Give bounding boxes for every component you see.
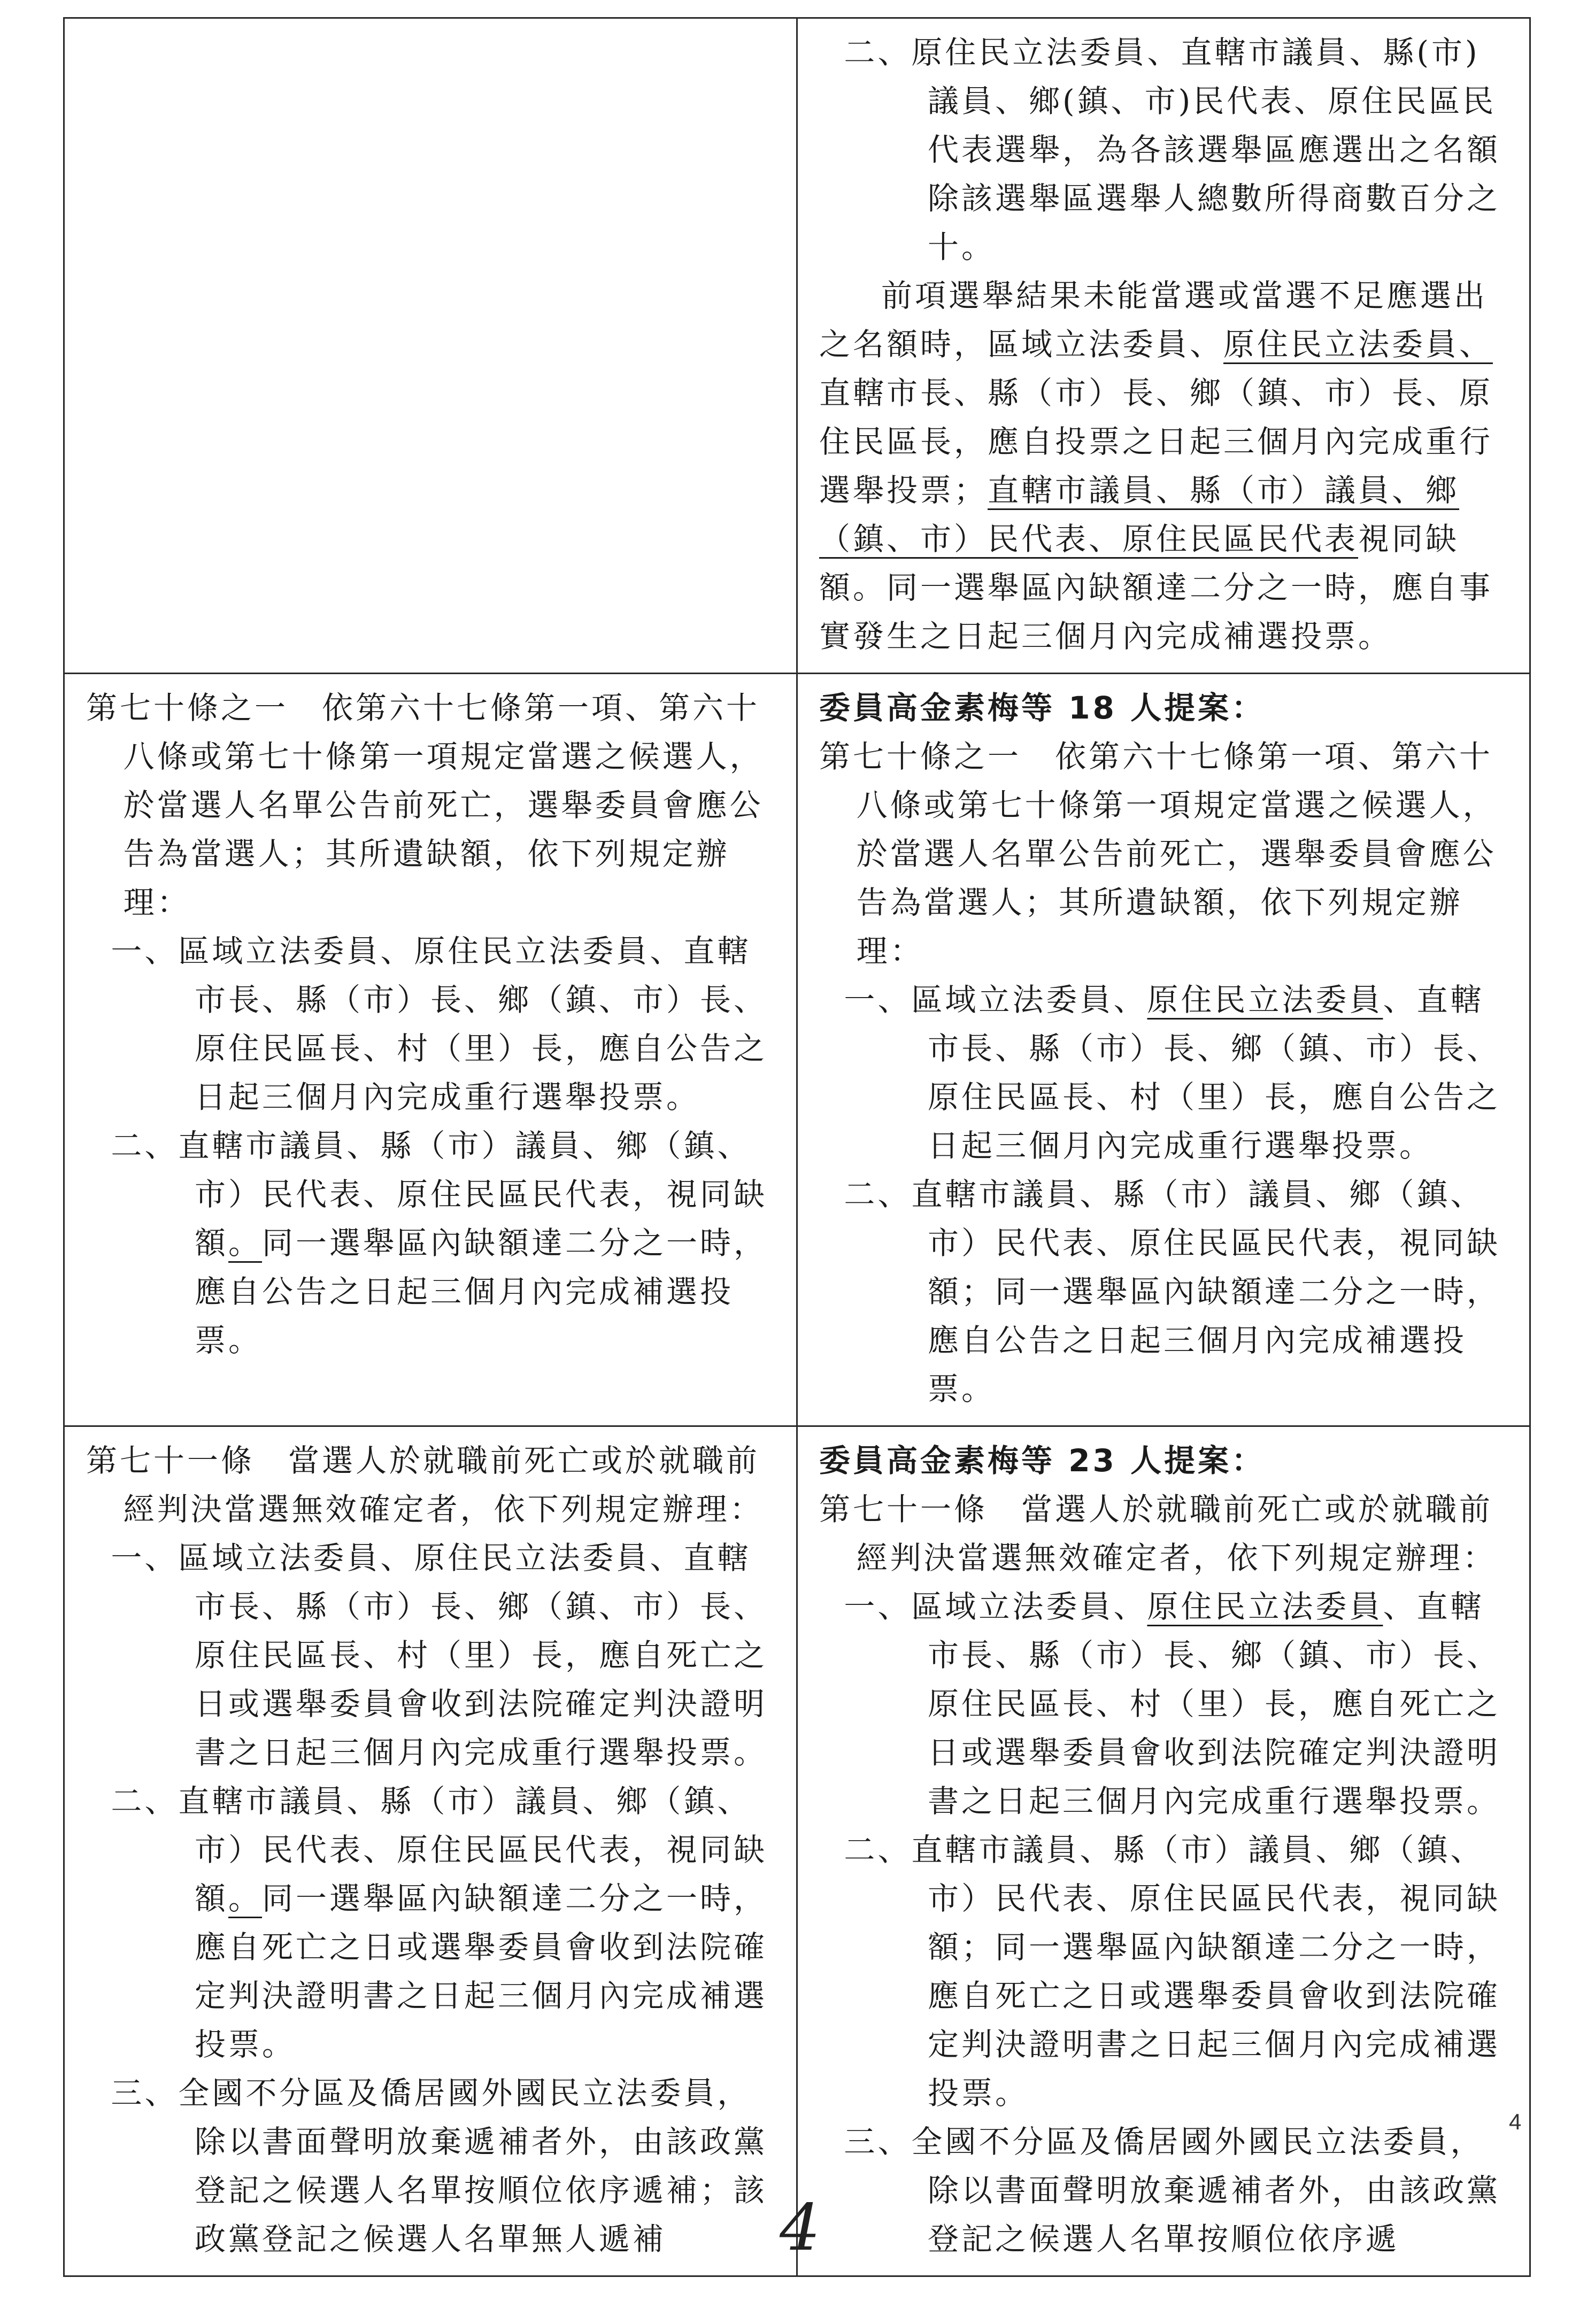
amended-text: 原住民立法委員、 bbox=[1223, 326, 1493, 362]
clause-item-3: 三、全國不分區及僑居國外國民立法委員，除以書面聲明放棄遞補者外，由該政黨登記之候選人名單按順位依序遞補；該政黨登記之候選人名單無人遞補 bbox=[111, 2075, 768, 2257]
clause-item-2: 二、直轄市議員、縣（市）議員、鄉（鎮、市）民代表、原住民區民代表，視同缺額。同一選舉區內缺額達二分之一時，應自死亡之日或選舉委員會收到法院確定判決證明書之日起三個月內完成補選投票。 bbox=[111, 1783, 768, 2063]
clause-item-1: 一、區域立法委員、原住民立法委員、直轄市長、縣（市）長、鄉（鎮、市）長、原住民區長、村（里）長，應自死亡之日或選舉委員會收到法院確定判決證明書之日起三個月內完成重行選舉投票。 bbox=[844, 1588, 1501, 1819]
current-text-cell bbox=[64, 18, 797, 674]
page-number: 4 bbox=[1509, 2109, 1522, 2134]
clause-item-1: 一、區域立法委員、原住民立法委員、直轄市長、縣（市）長、鄉（鎮、市）長、原住民區長、村（里）長，應自公告之日起三個月內完成重行選舉投票。 bbox=[111, 933, 768, 1115]
proposal-heading: 委員高金素梅等 18 人提案： bbox=[819, 690, 1266, 726]
amended-text: 原住民立法委員 bbox=[1147, 982, 1383, 1018]
clause-item-3: 三、全國不分區及僑居國外國民立法委員，除以書面聲明放棄遞補者外，由該政黨登記之候選人名單按順位依序遞 bbox=[844, 2124, 1501, 2257]
article-text: 第七十一條 當選人於就職前死亡或於就職前經判決當選無效確定者，依下列規定辦理： bbox=[86, 1442, 764, 1527]
proposal-heading: 委員高金素梅等 23 人提案： bbox=[819, 1442, 1266, 1479]
paragraph-text: 前項選舉結果未能當選或當選不足應選出之名額時，區域立法委員、原住民立法委員、直轄市長、縣（市）長、鄉（鎮、市）長、原住民區長，應自投票之日起三個月內完成重行選舉投票；直轄市議員、縣（市）議員、鄉（鎮、市）民代表、原住民區民代表視同缺額。同一選舉區內缺額達二分之一時，應自事實發生之日起三個月內完成補選投票。 bbox=[819, 277, 1493, 654]
table-row bbox=[64, 1426, 1530, 2276]
table-row bbox=[64, 18, 1530, 674]
article-text: 第七十一條 當選人於就職前死亡或於就職前經判決當選無效確定者，依下列規定辦理： bbox=[819, 1491, 1497, 1576]
clause-item-2: 二、直轄市議員、縣（市）議員、鄉（鎮、市）民代表、原住民區民代表，視同缺額；同一選舉區內缺額達二分之一時，應自公告之日起三個月內完成補選投票。 bbox=[844, 1176, 1501, 1407]
comparison-table bbox=[63, 17, 1531, 2277]
clause-item-1: 一、區域立法委員、原住民立法委員、直轄市長、縣（市）長、鄉（鎮、市）長、原住民區長、村（里）長，應自公告之日起三個月內完成重行選舉投票。 bbox=[844, 982, 1501, 1164]
amended-text: 原住民立法委員 bbox=[1147, 1588, 1383, 1625]
article-text: 第七十條之一 依第六十七條第一項、第六十八條或第七十條第一項規定當選之候選人，於當選人名單公告前死亡，選舉委員會應公告為當選人；其所遺缺額，依下列規定辦理： bbox=[86, 690, 764, 921]
current-text-cell bbox=[64, 1426, 797, 2276]
proposed-text-cell bbox=[797, 18, 1530, 674]
table-row bbox=[64, 674, 1530, 1426]
current-text-cell bbox=[64, 674, 797, 1426]
amended-text: 直轄市議員、縣（市）議員、鄉（鎮、市）民代表、原住民區民代表 bbox=[819, 472, 1460, 557]
proposed-text-cell bbox=[797, 674, 1530, 1426]
clause-item-2: 二、直轄市議員、縣（市）議員、鄉（鎮、市）民代表、原住民區民代表，視同缺額。同一選舉區內缺額達二分之一時，應自公告之日起三個月內完成補選投票。 bbox=[111, 1128, 768, 1358]
clause-item-1: 一、區域立法委員、原住民立法委員、直轄市長、縣（市）長、鄉（鎮、市）長、原住民區長、村（里）長，應自死亡之日或選舉委員會收到法院確定判決證明書之日起三個月內完成重行選舉投票。 bbox=[111, 1540, 768, 1771]
clause-item-2: 二、直轄市議員、縣（市）議員、鄉（鎮、市）民代表、原住民區民代表，視同缺額；同一選舉區內缺額達二分之一時，應自死亡之日或選舉委員會收到法院確定判決證明書之日起三個月內完成補選投票。 bbox=[844, 1832, 1501, 2111]
handwritten-page-number: 4 bbox=[780, 2191, 821, 2265]
proposed-text-cell bbox=[797, 1426, 1530, 2276]
clause-item-2: 二、原住民立法委員、直轄市議員、縣(市)議員、鄉(鎮、市)民代表、原住民區民代表選舉，為各該選舉區應選出之名額除該選舉區選舉人總數所得商數百分之十。 bbox=[844, 34, 1501, 265]
article-text: 第七十條之一 依第六十七條第一項、第六十八條或第七十條第一項規定當選之候選人，於當選人名單公告前死亡，選舉委員會應公告為當選人；其所遺缺額，依下列規定辦理： bbox=[819, 738, 1497, 969]
